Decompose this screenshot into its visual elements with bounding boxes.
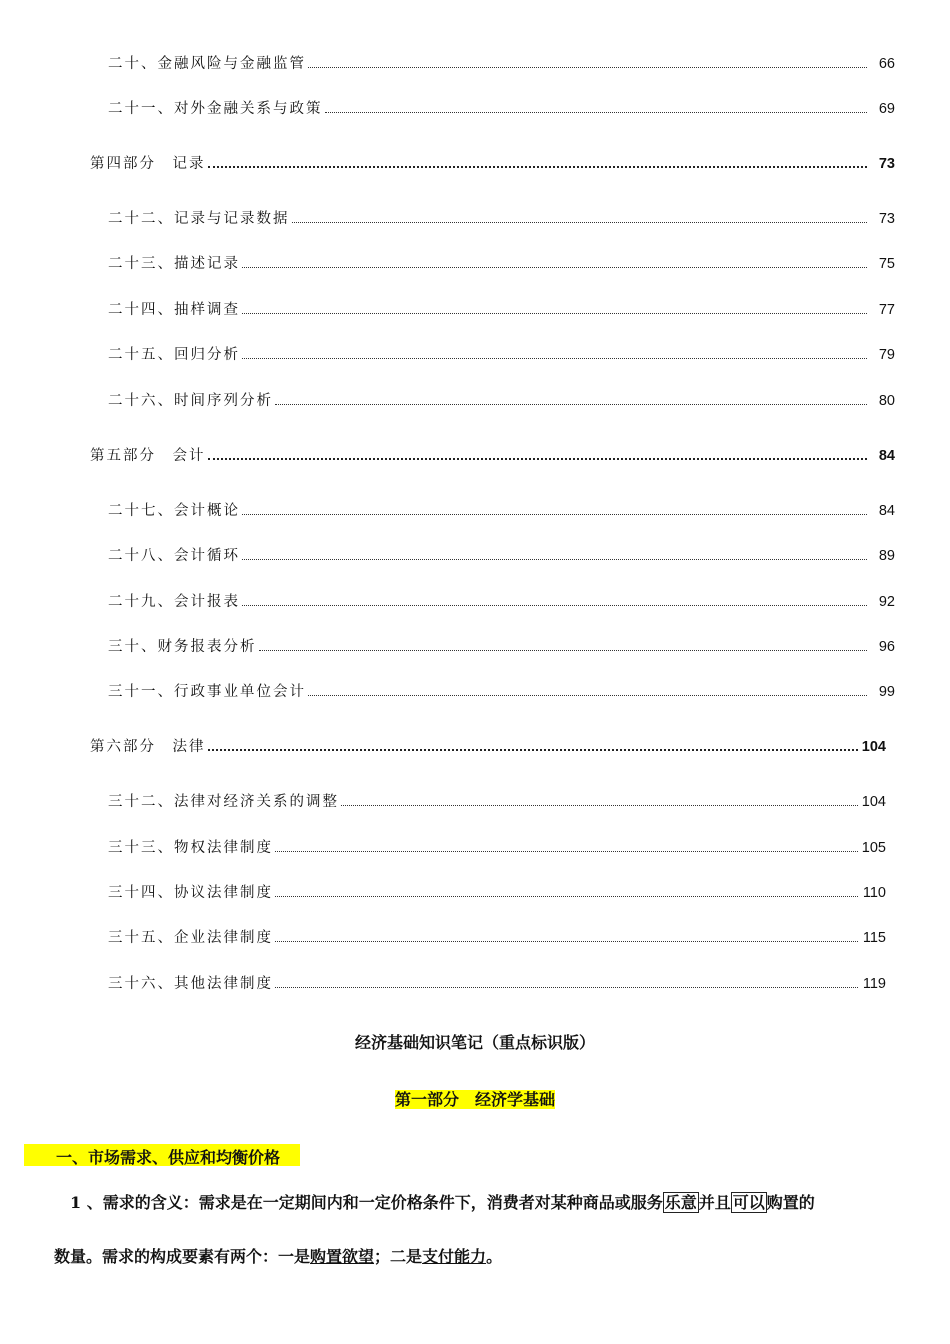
toc-leader-dots	[208, 457, 868, 460]
toc-page-number: 69	[878, 101, 895, 117]
toc-leader-dots	[208, 165, 868, 168]
toc-page-number: 105	[861, 840, 886, 856]
toc-row[interactable]	[108, 298, 895, 318]
toc-page-number: 104	[861, 794, 886, 810]
toc-leader-dots	[341, 804, 858, 806]
toc-row[interactable]	[108, 972, 886, 992]
toc-page-number: 84	[878, 503, 895, 519]
toc-label: 第六部分 法律	[90, 739, 206, 755]
toc-page-number: 104	[861, 739, 886, 755]
toc-leader-dots	[208, 748, 858, 751]
toc-leader-dots	[242, 604, 867, 606]
toc-leader-dots	[242, 266, 867, 268]
toc-row[interactable]	[108, 926, 886, 946]
para1-prefix: 1 、需求的含义：需求是在一定期间内和一定价格条件下，消费者对某种商品或服务	[70, 1193, 663, 1212]
toc-label: 二十六、时间序列分析	[108, 393, 273, 409]
toc-label: 二十二、记录与记录数据	[108, 211, 290, 227]
toc-page-number: 73	[878, 211, 895, 227]
toc-row[interactable]	[108, 635, 895, 655]
toc-page-number: 84	[878, 448, 895, 464]
paragraph-line-1	[70, 1190, 815, 1213]
toc-page-number: 77	[878, 302, 895, 318]
para2-suffix: 。	[486, 1247, 503, 1266]
boxed-term-2: 可以	[732, 1193, 765, 1212]
toc-leader-dots	[275, 850, 858, 852]
toc-page-number: 73	[878, 156, 895, 172]
toc-page-number: 66	[878, 56, 895, 72]
toc-leader-dots	[242, 357, 867, 359]
toc-row[interactable]	[108, 52, 895, 72]
toc-label: 二十一、对外金融关系与政策	[108, 101, 323, 117]
toc-part-row[interactable]	[90, 444, 895, 464]
toc-leader-dots	[275, 940, 858, 942]
boxed-term-1: 乐意	[664, 1193, 697, 1212]
toc-page-number: 75	[878, 256, 895, 272]
toc-label: 二十九、会计报表	[108, 594, 240, 610]
toc-label: 三十四、协议法律制度	[108, 885, 273, 901]
toc-leader-dots	[275, 895, 858, 897]
para1-suffix: 购置的	[766, 1193, 815, 1212]
toc-label: 三十五、企业法律制度	[108, 930, 273, 946]
toc-leader-dots	[275, 403, 867, 405]
toc-row[interactable]	[108, 836, 886, 856]
toc-label: 第五部分 会计	[90, 448, 206, 464]
toc-label: 三十、财务报表分析	[108, 639, 257, 655]
toc-label: 第四部分 记录	[90, 156, 206, 172]
toc-label: 二十、金融风险与金融监管	[108, 56, 306, 72]
toc-page-number: 92	[878, 594, 895, 610]
para2-mid: ；二是	[374, 1247, 423, 1266]
toc-page-number: 96	[878, 639, 895, 655]
toc-part-row[interactable]	[90, 735, 886, 755]
toc-label: 二十五、回归分析	[108, 347, 240, 363]
toc-label: 三十一、行政事业单位会计	[108, 684, 306, 700]
toc-leader-dots	[308, 694, 867, 696]
toc-label: 三十六、其他法律制度	[108, 976, 273, 992]
toc-page-number: 119	[862, 976, 886, 992]
toc-row[interactable]	[108, 207, 895, 227]
toc-leader-dots	[325, 111, 868, 113]
toc-row[interactable]	[108, 590, 895, 610]
toc-label: 二十三、描述记录	[108, 256, 240, 272]
toc-leader-dots	[242, 513, 867, 515]
document-title: 经济基础知识笔记（重点标识版）	[354, 1033, 595, 1052]
toc-page-number: 99	[878, 684, 895, 700]
toc-leader-dots	[275, 986, 858, 988]
toc-page-number: 80	[878, 393, 895, 409]
part-title	[0, 1087, 950, 1110]
toc-leader-dots	[242, 558, 867, 560]
section-heading	[24, 1144, 300, 1166]
para2-prefix: 数量。需求的构成要素有两个：一是	[54, 1247, 311, 1266]
toc-label: 二十七、会计概论	[108, 503, 240, 519]
toc-page-number: 89	[878, 548, 895, 564]
part-title-text: 第一部分 经济学基础	[394, 1090, 555, 1109]
toc-label: 二十四、抽样调查	[108, 302, 240, 318]
toc-label: 三十二、法律对经济关系的调整	[108, 794, 339, 810]
toc-row[interactable]	[108, 680, 895, 700]
toc-row[interactable]	[108, 252, 895, 272]
toc-leader-dots	[259, 649, 868, 651]
toc-label: 三十三、物权法律制度	[108, 840, 273, 856]
toc-row[interactable]	[108, 389, 895, 409]
toc-page-number: 115	[862, 930, 886, 946]
paragraph-line-2	[54, 1244, 502, 1267]
toc-page-number: 79	[878, 347, 895, 363]
toc-leader-dots	[292, 221, 868, 223]
toc-page-number: 110	[862, 885, 886, 901]
toc-label: 二十八、会计循环	[108, 548, 240, 564]
toc-row[interactable]	[108, 544, 895, 564]
toc-row[interactable]	[108, 790, 886, 810]
toc-row[interactable]	[108, 881, 886, 901]
underlined-term-2: 支付能力	[422, 1247, 487, 1266]
toc-row[interactable]	[108, 343, 895, 363]
underlined-term-1: 购置欲望	[310, 1247, 375, 1266]
toc-leader-dots	[308, 66, 867, 68]
section-heading-text: 一、市场需求、供应和均衡价格	[56, 1148, 281, 1167]
toc-leader-dots	[242, 312, 867, 314]
toc-part-row[interactable]	[90, 152, 895, 172]
para1-mid: 并且	[698, 1193, 731, 1212]
toc-row[interactable]	[108, 97, 895, 117]
toc-row[interactable]	[108, 499, 895, 519]
